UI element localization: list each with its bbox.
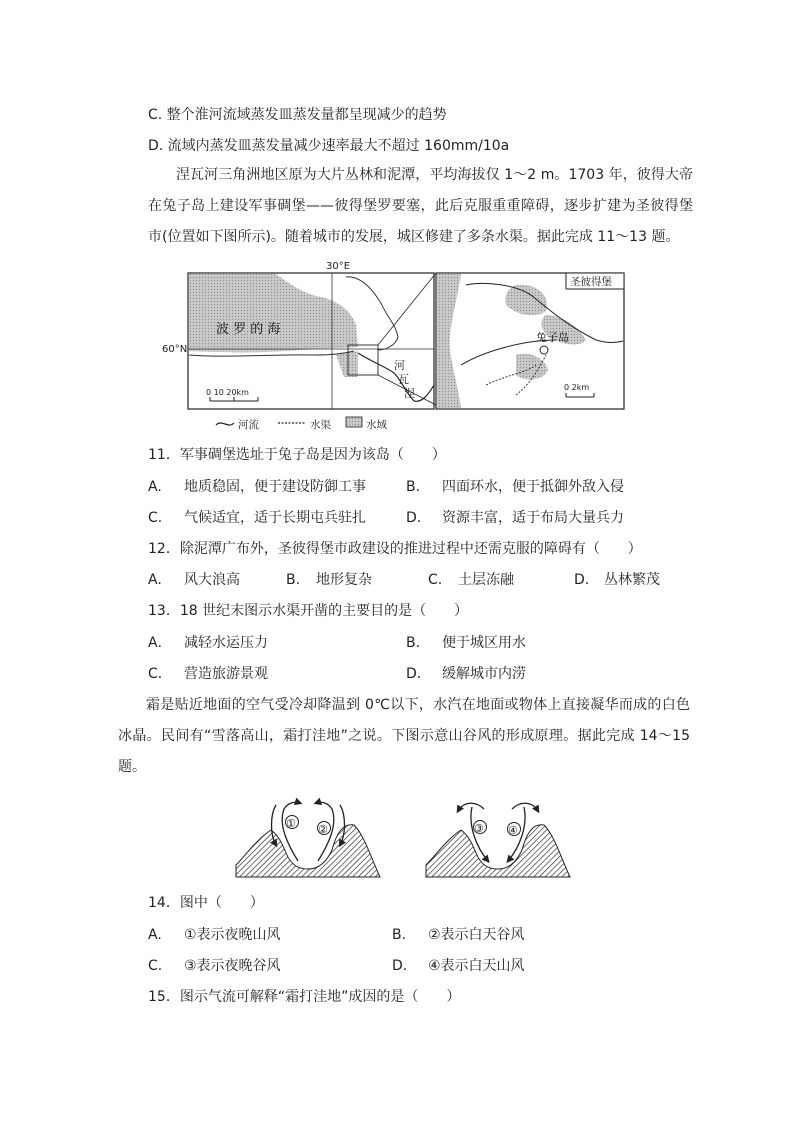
q13-stem: 13．18 世纪末图示水渠开凿的主要目的是（ ）	[148, 603, 469, 619]
q14-option-d: D. ④表示白天山风	[392, 958, 525, 974]
q13-option-a: A． 减轻水运压力	[148, 635, 268, 651]
valley-wind-diagram	[236, 795, 586, 880]
label-3: ③	[474, 822, 484, 835]
q13-option-b: B． 便于城区用水	[406, 635, 526, 651]
q11-option-d: D. 资源丰富，适于布局大量兵力	[406, 510, 624, 526]
legend-river: 河流	[238, 419, 259, 431]
passage-frost: 霜是贴近地面的空气受冷却降温到 0℃以下，水汽在地面或物体上直接凝华而成的白色冰晶。民间有“雪落高山，霜打洼地”之说。下图示意山谷风的形成原理。据此完成 14～15 题。	[118, 697, 690, 775]
scale-label: 0 10 20km	[206, 388, 249, 397]
sea-label: 波 罗 的 海	[216, 322, 281, 337]
river-char-2: 瓦	[398, 373, 409, 386]
passage-neva: 涅瓦河三角洲地区原为大片丛林和泥潭，平均海拔仅 1～2 m。1703 年，彼得大帝在兔子岛上建设军事碉堡——彼得堡罗要塞，此后克服重重障碍，逐步扩建为圣彼得堡市(位置如下图所示)。随着城市的发展，城区修建了多条水渠。据此完成 11～13 题。	[148, 167, 693, 245]
lat-label: 60°N	[162, 344, 188, 355]
label-4: ④	[508, 824, 518, 837]
q11-option-b: B. 四面环水，便于抵御外敌入侵	[406, 479, 624, 495]
q13-option-c: C． 营造旅游景观	[148, 666, 268, 682]
st-petersburg-map	[162, 255, 626, 431]
label-2: ②	[318, 823, 328, 836]
q12-option-c: C. 土层冻融	[428, 572, 514, 588]
q12-option-d: D. 丛林繁茂	[574, 572, 660, 588]
left-valley-terrain	[236, 825, 380, 877]
prev-option-c: C. 整个淮河流域蒸发皿蒸发量都呈现减少的趋势	[148, 107, 447, 123]
q11-option-a: A. 地质稳固，便于建设防御工事	[148, 479, 366, 495]
island-label: 兔子岛	[536, 331, 569, 344]
inset-title: 圣彼得堡	[570, 276, 612, 288]
q14-option-c: C. ③表示夜晚谷风	[148, 958, 281, 974]
q14-option-b: B. ②表示白天谷风	[392, 927, 525, 943]
right-valley-terrain	[426, 825, 570, 877]
legend-canal: 水渠	[310, 419, 331, 431]
lon-label: 30°E	[326, 261, 351, 272]
q12-stem: 12．除泥潭广布外，圣彼得堡市政建设的推进过程中还需克服的障碍有（ ）	[148, 541, 642, 557]
prev-option-d: D. 流域内蒸发皿蒸发量减少速率最大不超过 160mm/10a	[148, 138, 510, 154]
river-char-1: 河	[394, 359, 405, 372]
q11-stem: 11．军事碉堡选址于兔子岛是因为该岛（ ）	[148, 447, 446, 463]
q12-option-b: B. 地形复杂	[286, 572, 372, 588]
q14-stem: 14．图中（ ）	[148, 895, 264, 911]
q13-option-d: D． 缓解城市内涝	[406, 666, 526, 682]
q11-option-c: C. 气候适宜，适于长期屯兵驻扎	[148, 510, 366, 526]
legend-water: 水域	[366, 419, 387, 431]
label-1: ①	[286, 817, 296, 830]
q15-stem: 15．图示气流可解释“霜打洼地”成因的是（ ）	[148, 989, 461, 1005]
inset-scale: 0 2km	[564, 383, 590, 392]
river-char-3: 涅	[404, 387, 415, 400]
q12-option-a: A. 风大浪高	[148, 572, 240, 588]
q14-option-a: A. ①表示夜晚山风	[148, 927, 281, 943]
